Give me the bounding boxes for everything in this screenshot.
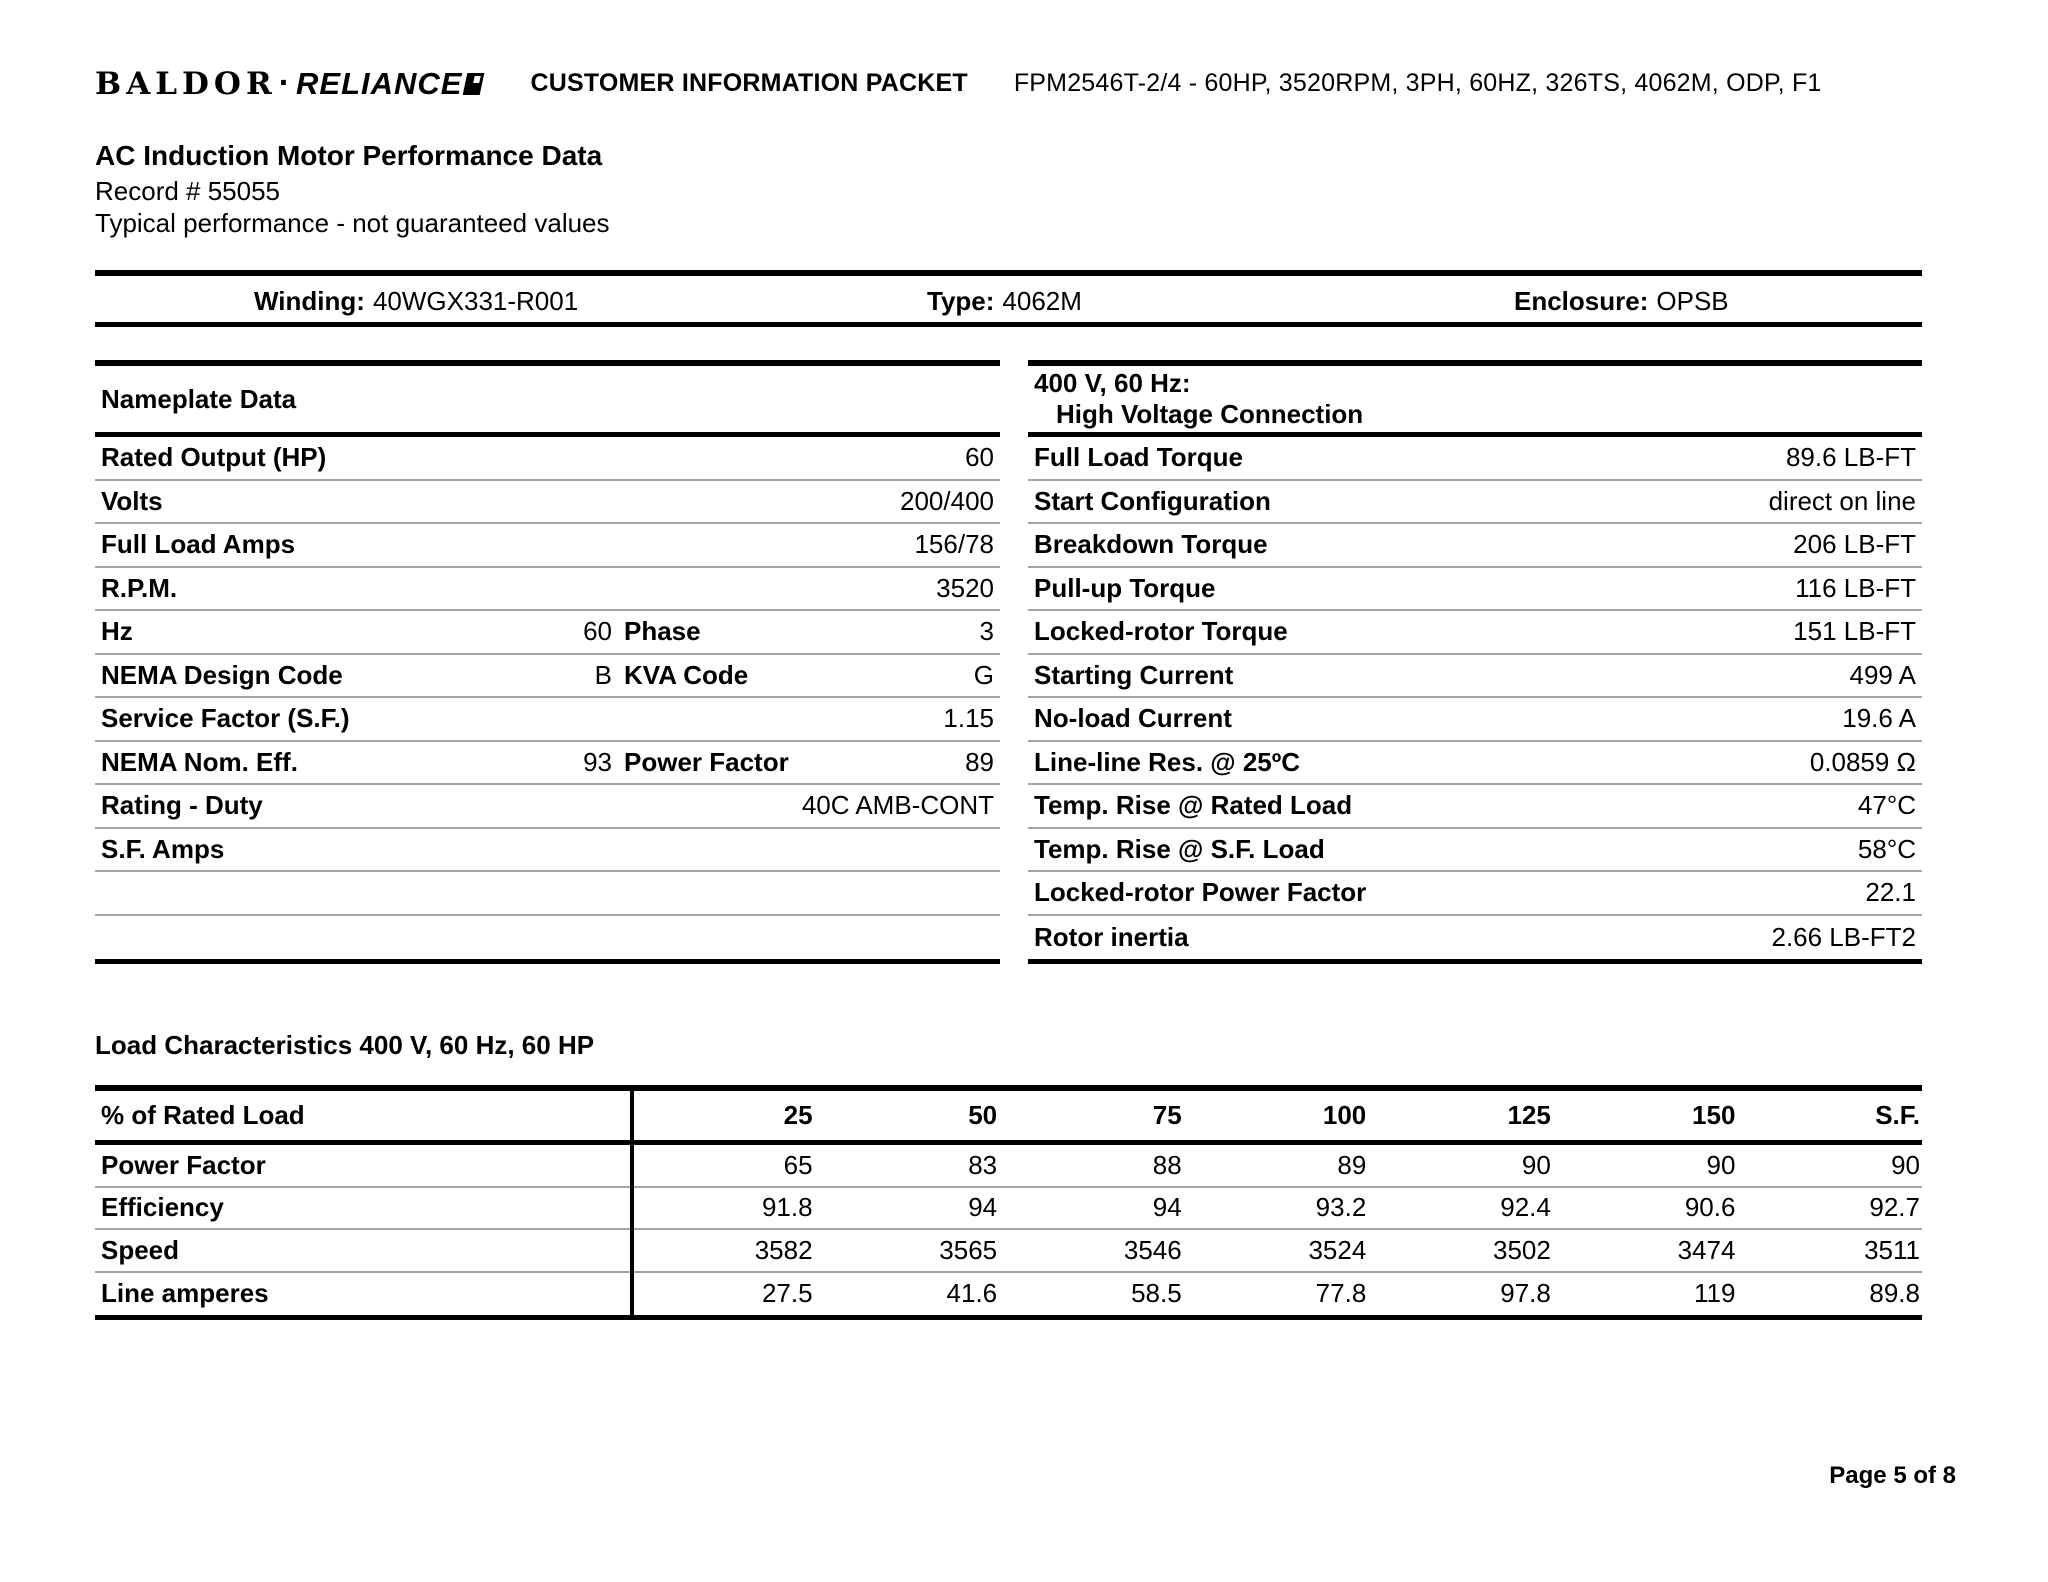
row-value: 3 bbox=[979, 616, 994, 647]
row-value: 58°C bbox=[1857, 833, 1916, 864]
row-value: 206 LB-FT bbox=[1793, 529, 1916, 560]
cell-value: 41.6 bbox=[946, 1278, 998, 1309]
row-value: 2.66 LB-FT2 bbox=[1771, 921, 1916, 952]
row-label: Starting Current bbox=[1034, 659, 1234, 690]
row-label: Locked-rotor Torque bbox=[1034, 616, 1288, 647]
cell-value: 65 bbox=[783, 1149, 813, 1180]
table-row bbox=[95, 916, 1000, 960]
cell-value: 3511 bbox=[1864, 1234, 1920, 1265]
table-row bbox=[1028, 742, 1922, 786]
cell-value: 3546 bbox=[1123, 1234, 1182, 1265]
table-row bbox=[95, 785, 1000, 829]
winding-label: Winding: bbox=[254, 285, 365, 316]
column-header: 50 bbox=[968, 1100, 998, 1130]
cell-value: 92.4 bbox=[1500, 1192, 1551, 1223]
row-value: 499 A bbox=[1849, 659, 1916, 690]
cell-value: 97.8 bbox=[1500, 1278, 1551, 1309]
row-value: 200/400 bbox=[900, 485, 994, 516]
logo-baldor-text: BALDOR bbox=[95, 65, 277, 102]
row-value: 1.15 bbox=[943, 703, 994, 734]
column-header: 100 bbox=[1322, 1100, 1367, 1130]
row-mid-value: 93 bbox=[583, 746, 612, 777]
logo-dot: · bbox=[278, 64, 291, 102]
row-label: Efficiency bbox=[101, 1192, 224, 1223]
cell-value: 94 bbox=[1152, 1192, 1182, 1223]
row-label: S.F. Amps bbox=[101, 833, 225, 864]
cell-value: 93.2 bbox=[1315, 1192, 1367, 1223]
column-header: 25 bbox=[783, 1100, 813, 1130]
table-row bbox=[95, 1145, 1922, 1188]
load-characteristics-heading: Load Characteristics 400 V, 60 Hz, 60 HP bbox=[95, 1030, 595, 1060]
row-value: 89 bbox=[965, 746, 994, 777]
table-row bbox=[1028, 437, 1922, 481]
row-value: 89.6 LB-FT bbox=[1785, 442, 1916, 473]
row-second-label: Phase bbox=[624, 616, 701, 647]
table-row bbox=[95, 698, 1000, 742]
baldor-reliance-logo bbox=[95, 64, 482, 103]
cell-value: 90 bbox=[1891, 1149, 1920, 1180]
table-row bbox=[1028, 568, 1922, 612]
enclosure-value: OPSB bbox=[1656, 285, 1729, 316]
cell-value: 119 bbox=[1693, 1278, 1736, 1309]
winding-field bbox=[254, 278, 578, 324]
table-row bbox=[1028, 524, 1922, 568]
cell-value: 90.6 bbox=[1684, 1192, 1736, 1223]
row-value: 151 LB-FT bbox=[1793, 616, 1916, 647]
load-table-header-row bbox=[95, 1091, 1922, 1145]
table-row bbox=[95, 655, 1000, 699]
cell-value: 3582 bbox=[754, 1234, 813, 1265]
row-value: 47°C bbox=[1857, 790, 1916, 821]
load-table-rows bbox=[95, 1145, 1922, 1315]
row-value: 40C AMB-CONT bbox=[801, 790, 994, 821]
cell-value: 88 bbox=[1152, 1149, 1182, 1180]
table-row bbox=[95, 568, 1000, 612]
nameplate-data-table bbox=[95, 360, 1000, 964]
row-label: Hz bbox=[101, 616, 133, 647]
winding-value: 40WGX331-R001 bbox=[372, 285, 579, 316]
row-label: Start Configuration bbox=[1034, 485, 1271, 516]
column-header: 75 bbox=[1152, 1100, 1182, 1130]
cell-value: 3524 bbox=[1308, 1234, 1367, 1265]
cell-value: 77.8 bbox=[1315, 1278, 1367, 1309]
row-label: NEMA Design Code bbox=[101, 659, 343, 690]
high-voltage-table bbox=[1028, 360, 1922, 964]
row-label: Full Load Amps bbox=[101, 529, 296, 560]
cell-value: 3565 bbox=[939, 1234, 998, 1265]
high-voltage-heading bbox=[1028, 366, 1922, 437]
cell-value: 3474 bbox=[1677, 1234, 1736, 1265]
row-label: Line-line Res. @ 25ºC bbox=[1034, 746, 1301, 777]
hv-heading-line2: High Voltage Connection bbox=[1056, 399, 1364, 429]
enclosure-field bbox=[1514, 278, 1729, 324]
row-value: G bbox=[973, 659, 994, 690]
cell-value: 92.7 bbox=[1869, 1192, 1920, 1223]
column-header: 125 bbox=[1507, 1100, 1551, 1130]
type-value: 4062M bbox=[1002, 285, 1082, 316]
row-label: Rating - Duty bbox=[101, 790, 263, 821]
cell-value: 90 bbox=[1521, 1149, 1551, 1180]
row-value: 116 LB-FT bbox=[1795, 572, 1916, 603]
row-label: Line amperes bbox=[101, 1278, 269, 1309]
table-row bbox=[1028, 785, 1922, 829]
cell-value: 90 bbox=[1706, 1149, 1736, 1180]
cell-value: 89.8 bbox=[1869, 1278, 1920, 1309]
row-label: NEMA Nom. Eff. bbox=[101, 746, 298, 777]
row-value: 22.1 bbox=[1865, 877, 1916, 908]
type-field bbox=[927, 278, 1082, 324]
row-label: Speed bbox=[101, 1234, 180, 1265]
table-row bbox=[95, 524, 1000, 568]
table-row bbox=[95, 1273, 1922, 1316]
row-second-label: Power Factor bbox=[624, 746, 789, 777]
row-label: Full Load Torque bbox=[1034, 442, 1243, 473]
motor-spec-line: FPM2546T-2/4 - 60HP, 3520RPM, 3PH, 60HZ, 326TS, 4062M, ODP, F1 bbox=[1013, 69, 1822, 97]
row-label: Rotor inertia bbox=[1034, 921, 1189, 952]
load-characteristics-table bbox=[95, 1085, 1922, 1320]
table-row bbox=[95, 611, 1000, 655]
record-number: Record # 55055 bbox=[95, 176, 281, 206]
column-header-rated-load: % of Rated Load bbox=[101, 1100, 305, 1130]
table-row bbox=[95, 481, 1000, 525]
registered-mark-icon bbox=[463, 73, 485, 95]
row-value: 19.6 A bbox=[1842, 703, 1916, 734]
table-row bbox=[95, 742, 1000, 786]
table-row bbox=[1028, 872, 1922, 916]
table-row bbox=[95, 1230, 1922, 1273]
high-voltage-rows bbox=[1028, 437, 1922, 959]
row-label: Volts bbox=[101, 485, 163, 516]
page-title: AC Induction Motor Performance Data bbox=[95, 140, 603, 171]
nameplate-rows bbox=[95, 437, 1000, 959]
row-mid-value: B bbox=[594, 659, 612, 690]
row-label: No-load Current bbox=[1034, 703, 1232, 734]
row-label: Service Factor (S.F.) bbox=[101, 703, 350, 734]
row-label: Power Factor bbox=[101, 1149, 266, 1180]
row-mid-value: 60 bbox=[583, 616, 612, 647]
row-value: 0.0859 Ω bbox=[1809, 746, 1916, 777]
table-row bbox=[1028, 698, 1922, 742]
row-value: 156/78 bbox=[914, 529, 994, 560]
table-row bbox=[1028, 655, 1922, 699]
hv-heading-line1: 400 V, 60 Hz: bbox=[1034, 368, 1191, 398]
logo-reliance-text: RELIANCE bbox=[296, 65, 463, 101]
nameplate-heading: Nameplate Data bbox=[95, 366, 1000, 437]
cell-value: 27.5 bbox=[761, 1278, 813, 1309]
row-label: R.P.M. bbox=[101, 572, 178, 603]
row-label: Rated Output (HP) bbox=[101, 442, 327, 473]
column-header-sf: S.F. bbox=[1875, 1100, 1920, 1130]
row-label: Temp. Rise @ Rated Load bbox=[1034, 790, 1353, 821]
type-label: Type: bbox=[927, 285, 995, 316]
row-second-label: KVA Code bbox=[624, 659, 749, 690]
table-row bbox=[1028, 481, 1922, 525]
row-label: Locked-rotor Power Factor bbox=[1034, 877, 1367, 908]
row-value: direct on line bbox=[1768, 485, 1916, 516]
row-value: 3520 bbox=[936, 572, 994, 603]
page-number: Page 5 of 8 bbox=[1829, 1462, 1956, 1489]
row-label: Temp. Rise @ S.F. Load bbox=[1034, 833, 1325, 864]
winding-bar bbox=[95, 270, 1922, 327]
table-row bbox=[95, 437, 1000, 481]
table-row bbox=[1028, 829, 1922, 873]
cell-value: 83 bbox=[968, 1149, 998, 1180]
cell-value: 3502 bbox=[1493, 1234, 1551, 1265]
column-header: 150 bbox=[1692, 1100, 1736, 1130]
page-header bbox=[95, 64, 1968, 103]
table-row bbox=[95, 1188, 1922, 1231]
packet-title: CUSTOMER INFORMATION PACKET bbox=[530, 69, 968, 97]
enclosure-label: Enclosure: bbox=[1514, 285, 1649, 316]
row-label: Breakdown Torque bbox=[1034, 529, 1268, 560]
row-value: 60 bbox=[965, 442, 994, 473]
cell-value: 58.5 bbox=[1131, 1278, 1182, 1309]
table-row bbox=[1028, 916, 1922, 960]
performance-note: Typical performance - not guaranteed values bbox=[95, 208, 610, 238]
table-row bbox=[1028, 611, 1922, 655]
cell-value: 91.8 bbox=[761, 1192, 813, 1223]
table-row bbox=[95, 872, 1000, 916]
cell-value: 89 bbox=[1337, 1149, 1367, 1180]
row-label: Pull-up Torque bbox=[1034, 572, 1216, 603]
table-row bbox=[95, 829, 1000, 873]
cell-value: 94 bbox=[968, 1192, 998, 1223]
